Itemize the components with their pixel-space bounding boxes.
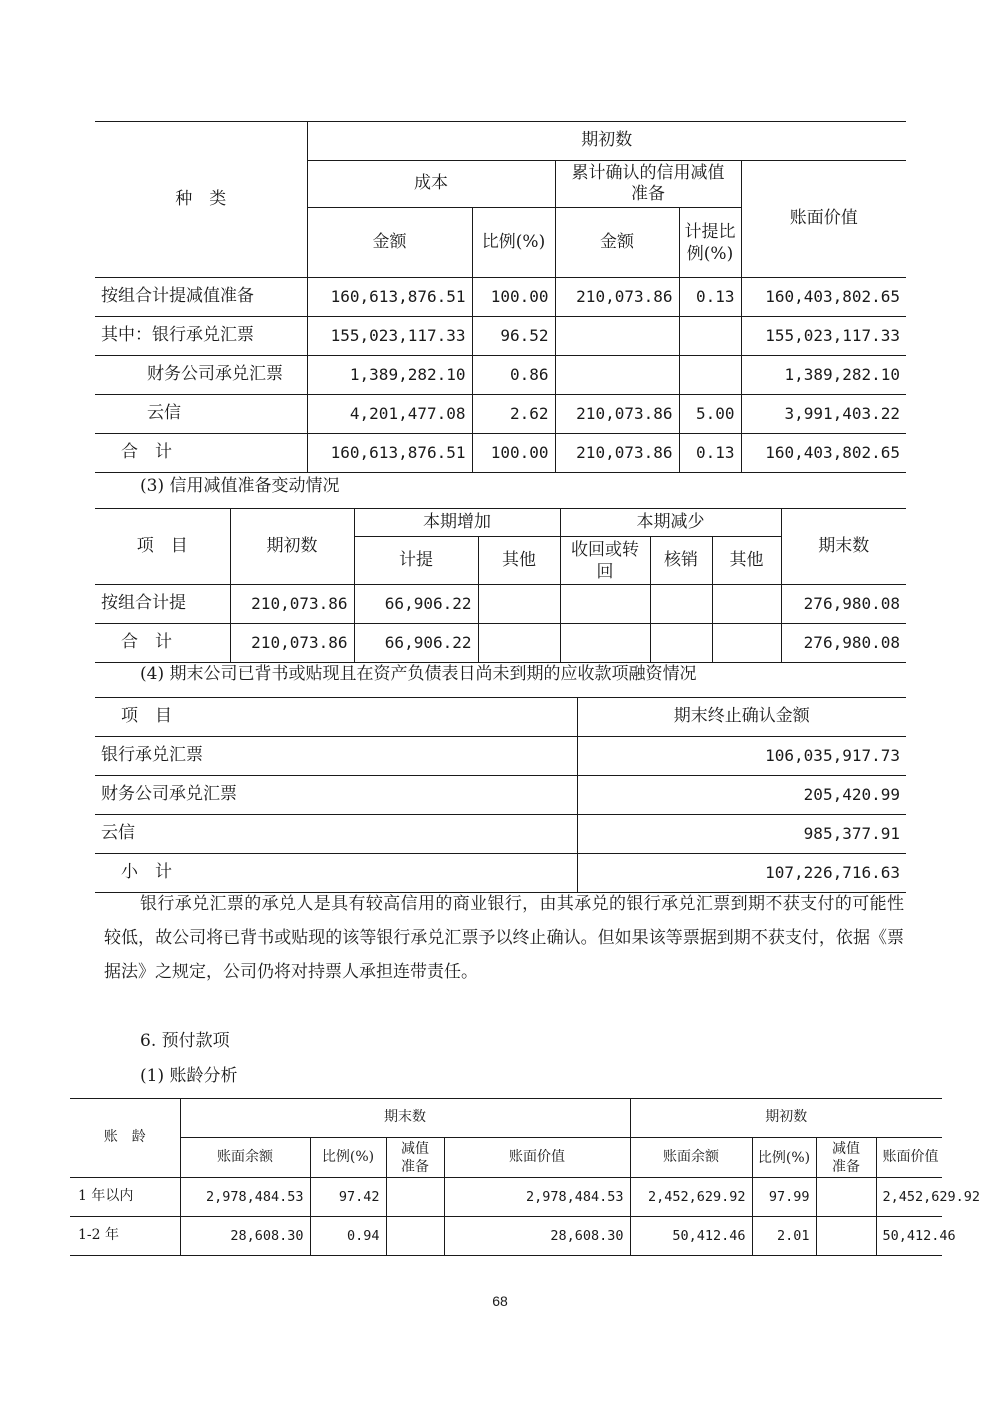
cell-closing-ratio: 0.94	[310, 1217, 386, 1256]
cell-accrual-ratio: 5.00	[679, 395, 741, 434]
cell-opening-ratio: 2.01	[752, 1217, 816, 1256]
header-ratio: 比例(%)	[472, 208, 555, 278]
header-allowance: 累计确认的信用减值准备	[555, 161, 741, 208]
header-book-value: 账面价值	[741, 161, 906, 278]
header-recovery: 收回或转回	[560, 537, 650, 585]
cell-opening-ratio: 97.99	[752, 1178, 816, 1217]
row-label: 财务公司承兑汇票	[95, 776, 577, 815]
row-label: 银行承兑汇票	[95, 737, 577, 776]
header-increase: 本期增加	[354, 509, 560, 537]
header-amount: 期末终止确认金额	[577, 698, 906, 737]
table-row	[95, 776, 906, 815]
section-6-heading: 6. 预付款项	[140, 1031, 230, 1051]
header-provision: 计提	[354, 537, 478, 585]
row-label: 按组合计提	[95, 585, 230, 624]
header-item: 项 目	[95, 698, 577, 737]
cell-opening: 210,073.86	[230, 624, 354, 663]
credit-impairment-category-table	[95, 121, 906, 473]
header-closing: 期末数	[781, 509, 906, 585]
cell-closing-impairment	[386, 1217, 444, 1256]
cell-accrual-ratio: 0.13	[679, 278, 741, 317]
cell-book-value: 160,403,802.65	[741, 278, 906, 317]
cell-book-value: 1,389,282.10	[741, 356, 906, 395]
header-item: 项 目	[95, 509, 230, 585]
cell-opening-balance: 50,412.46	[630, 1217, 752, 1256]
header-opening: 期初数	[630, 1099, 942, 1138]
row-label: 云信	[95, 395, 307, 434]
header-cost: 成本	[307, 161, 555, 208]
cell-other	[478, 624, 560, 663]
cell-closing-book: 2,978,484.53	[444, 1178, 630, 1217]
cell-amount: 4,201,477.08	[307, 395, 472, 434]
cell-closing-balance: 2,978,484.53	[180, 1178, 310, 1217]
cell-opening-impairment	[816, 1217, 876, 1256]
derecognition-explanation: 银行承兑汇票的承兑人是具有较高信用的商业银行，由其承兑的银行承兑汇票到期不获支付的可能性较低，故公司将已背书或贴现的该等银行承兑汇票予以终止确认。但如果该等票据到期不获支付，依据《票据法》之规定，公司仍将对持票人承担连带责任。	[104, 894, 904, 982]
cell-opening-balance: 2,452,629.92	[630, 1178, 752, 1217]
table-row	[95, 395, 906, 434]
cell-accrual-ratio	[679, 356, 741, 395]
row-label: 云信	[95, 815, 577, 854]
table-row	[95, 317, 906, 356]
cell-opening-impairment	[816, 1178, 876, 1217]
cell-accrual-ratio: 0.13	[679, 434, 741, 473]
cell-opening-book: 50,412.46	[876, 1217, 942, 1256]
cell-amount: 985,377.91	[577, 815, 906, 854]
cell-allowance	[555, 317, 679, 356]
row-label: 其中：银行承兑汇票	[95, 317, 307, 356]
cell-accrual-ratio	[679, 317, 741, 356]
cell-amount: 160,613,876.51	[307, 278, 472, 317]
cell-book-value: 3,991,403.22	[741, 395, 906, 434]
allowance-movement-table	[95, 508, 906, 663]
cell-amount: 155,023,117.33	[307, 317, 472, 356]
prepayment-aging-table	[70, 1098, 981, 1256]
cell-closing-book: 28,608.30	[444, 1217, 630, 1256]
header-accrual-ratio: 计提比例(%)	[679, 208, 741, 278]
cell-writeoff	[650, 585, 712, 624]
table-row	[70, 1217, 942, 1256]
cell-other2	[712, 624, 781, 663]
row-label: 按组合计提减值准备	[95, 278, 307, 317]
total-row	[95, 624, 906, 663]
table-row	[70, 1178, 942, 1217]
derecognized-notes-table	[95, 697, 906, 893]
row-label: 合 计	[95, 434, 307, 473]
cell-allowance: 210,073.86	[555, 395, 679, 434]
cell-allowance: 210,073.86	[555, 434, 679, 473]
row-label: 1 年以内	[70, 1178, 180, 1217]
row-label: 小 计	[95, 854, 577, 893]
cell-amount: 1,389,282.10	[307, 356, 472, 395]
header-impairment2: 减值准备	[816, 1138, 876, 1178]
table-row	[95, 585, 906, 624]
cell-provision: 66,906.22	[354, 585, 478, 624]
cell-ratio: 2.62	[472, 395, 555, 434]
header-other2: 其他	[712, 537, 781, 585]
cell-recovery	[560, 624, 650, 663]
cell-recovery	[560, 585, 650, 624]
table-row	[95, 356, 906, 395]
header-opening: 期初数	[230, 509, 354, 585]
cell-ratio: 96.52	[472, 317, 555, 356]
header-ratio: 比例(%)	[310, 1138, 386, 1178]
header-balance2: 账面余额	[630, 1138, 752, 1178]
cell-opening: 210,073.86	[230, 585, 354, 624]
header-opening: 期初数	[307, 122, 906, 161]
header-amount: 金额	[307, 208, 472, 278]
header-kind: 种 类	[95, 122, 307, 278]
header-decrease: 本期减少	[560, 509, 781, 537]
page-number: 68	[492, 1293, 508, 1309]
cell-ratio: 0.86	[472, 356, 555, 395]
total-row	[95, 434, 906, 473]
header-aging: 账 龄	[70, 1099, 180, 1178]
header-book: 账面价值	[444, 1138, 630, 1178]
cell-other2	[712, 585, 781, 624]
table-row	[95, 737, 906, 776]
cell-allowance	[555, 356, 679, 395]
table-row	[95, 815, 906, 854]
cell-amount: 106,035,917.73	[577, 737, 906, 776]
cell-closing-ratio: 97.42	[310, 1178, 386, 1217]
cell-book-value: 155,023,117.33	[741, 317, 906, 356]
header-other: 其他	[478, 537, 560, 585]
section-6-subheading: (1) 账龄分析	[140, 1066, 238, 1086]
cell-writeoff	[650, 624, 712, 663]
cell-closing-impairment	[386, 1178, 444, 1217]
row-label: 合 计	[95, 624, 230, 663]
cell-ratio: 100.00	[472, 434, 555, 473]
cell-ratio: 100.00	[472, 278, 555, 317]
cell-amount: 205,420.99	[577, 776, 906, 815]
row-label: 财务公司承兑汇票	[95, 356, 307, 395]
cell-book-value: 160,403,802.65	[741, 434, 906, 473]
cell-other	[478, 585, 560, 624]
table-row	[95, 278, 906, 317]
header-impairment: 减值准备	[386, 1138, 444, 1178]
cell-closing: 276,980.08	[781, 585, 906, 624]
cell-opening-book: 2,452,629.92	[876, 1178, 942, 1217]
cell-amount: 107,226,716.63	[577, 854, 906, 893]
header-book2: 账面价值	[876, 1138, 942, 1178]
cell-closing: 276,980.08	[781, 624, 906, 663]
note-3-heading: (3) 信用减值准备变动情况	[140, 476, 340, 496]
note-4-heading: (4) 期末公司已背书或贴现且在资产负债表日尚未到期的应收款项融资情况	[140, 664, 697, 684]
cell-closing-balance: 28,608.30	[180, 1217, 310, 1256]
cell-amount: 160,613,876.51	[307, 434, 472, 473]
header-writeoff: 核销	[650, 537, 712, 585]
cell-allowance: 210,073.86	[555, 278, 679, 317]
header-closing: 期末数	[180, 1099, 630, 1138]
cell-provision: 66,906.22	[354, 624, 478, 663]
header-amount2: 金额	[555, 208, 679, 278]
header-balance: 账面余额	[180, 1138, 310, 1178]
row-label: 1-2 年	[70, 1217, 180, 1256]
header-ratio2: 比例(%)	[752, 1138, 816, 1178]
